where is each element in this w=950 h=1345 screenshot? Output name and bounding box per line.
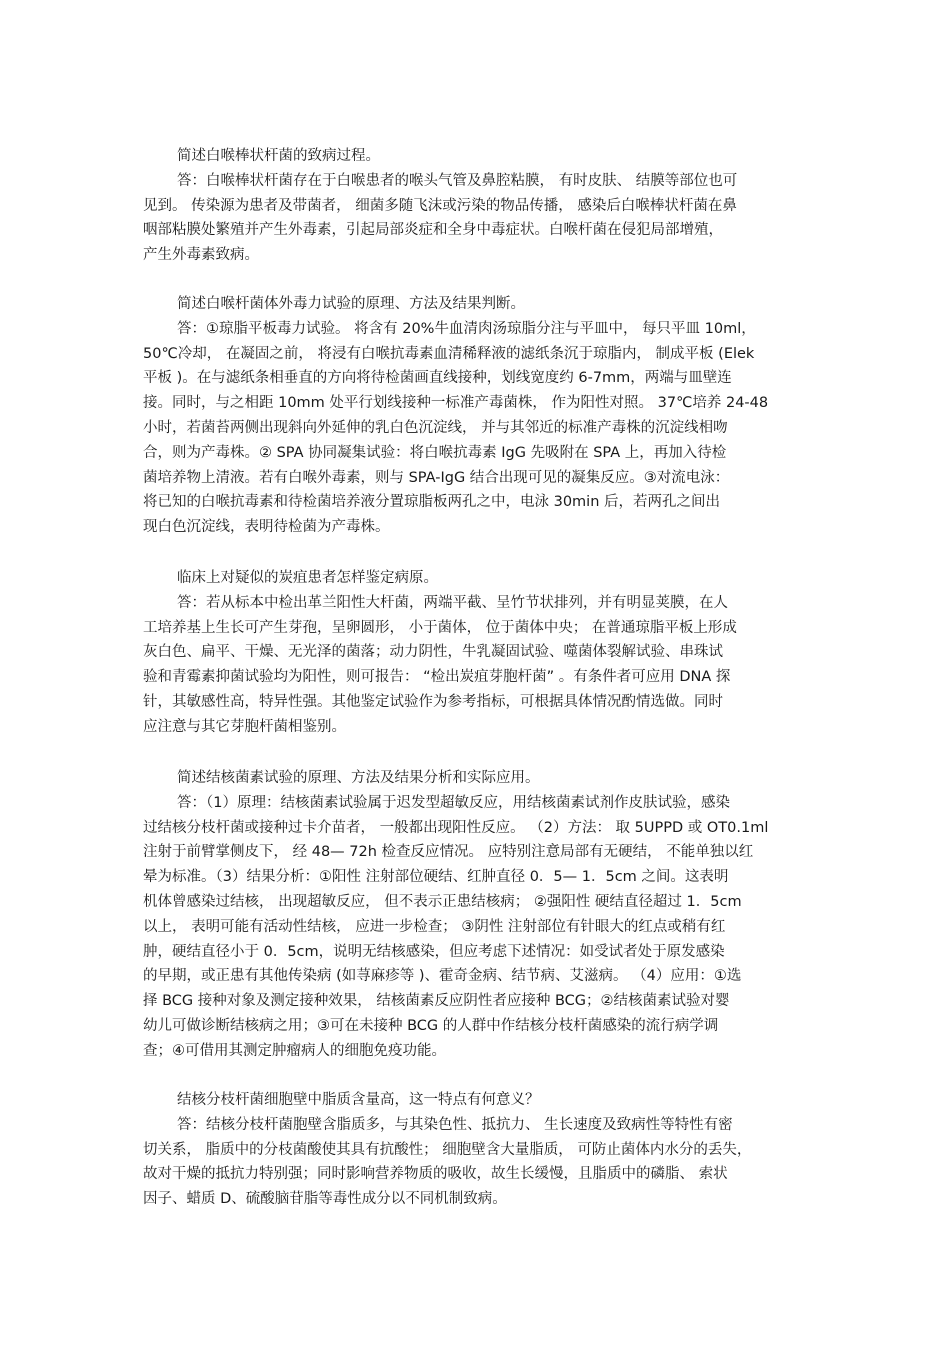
answer-line: 咽部粘膜处繁殖并产生外毒素，引起局部炎症和全身中毒症状。白喉杆菌在侵犯局部增殖， [143, 222, 723, 239]
answer-line: 产生外毒素致病。 [143, 247, 259, 264]
answer-line: 肿，硬结直径小于 0．5cm，说明无结核感染，但应考虑下述情况：如受试者处于原发感染 [143, 943, 725, 960]
answer-line: 验和青霉素抑菌试验均为阳性，则可报告： “检出炭疽芽胞杆菌” 。有条件者可应用 DNA 探 [143, 669, 731, 686]
answer-line: 工培养基上生长可产生芽孢，呈卵圆形， 小于菌体， 位于菌体中央； 在普通琼脂平板上形成 [143, 619, 737, 636]
answer-line: 故对干燥的抵抗力特别强；同时影响营养物质的吸收，故生长缓慢，且脂质中的磷脂、 索状 [143, 1166, 728, 1183]
answer-line: 晕为标准。（3）结果分析：①阳性 注射部位硬结、红肿直径 0．5— 1．5cm 之间。这表明 [143, 869, 729, 886]
answer-line: 因子、蜡质 D、硫酸脑苷脂等毒性成分以不同机制致病。 [143, 1191, 507, 1208]
section-2 [143, 292, 823, 540]
answer-line: 机体曾感染过结核， 出现超敏反应， 但不表示正患结核病； ②强阳性 硬结直径超过 1．5cm [143, 893, 742, 910]
answer-line: 答：（1）原理：结核菌素试验属于迟发型超敏反应，用结核菌素试剂作皮肤试验，感染 [177, 794, 730, 811]
answer-line: 的早期，或正患有其他传染病 (如荨麻疹等 )、霍奇金病、结节病、艾滋病。 （4）应用：①选 [143, 968, 742, 985]
section-3 [143, 566, 823, 740]
answer-line: 将已知的白喉抗毒素和待检菌培养液分置琼脂板两孔之中，电泳 30min 后，若两孔之间出 [143, 494, 721, 511]
answer-line: 菌培养物上清液。若有白喉外毒素，则与 SPA-IgG 结合出现可见的凝集反应。③对流电泳： [143, 469, 730, 486]
answer-line: 见到。 传染源为患者及带菌者， 细菌多随飞沫或污染的物品传播， 感染后白喉棒状杆菌在鼻 [143, 197, 737, 214]
answer-line: 择 BCG 接种对象及测定接种效果， 结核菌素反应阴性者应接种 BCG；②结核菌素试验对婴 [143, 993, 730, 1010]
answer-line: 小时，若菌苔两侧出现斜向外延伸的乳白色沉淀线， 并与其邻近的标准产毒株的沉淀线相吻 [143, 419, 728, 436]
answer-line: 现白色沉淀线，表明待检菌为产毒株。 [143, 519, 390, 536]
section-1 [143, 144, 823, 268]
answer-line: 50℃冷却， 在凝固之前， 将浸有白喉抗毒素血清稀释液的滤纸条沉于琼脂内， 制成平板 (Elek [143, 345, 755, 362]
answer-line: 合，则为产毒株。② SPA 协同凝集试验：将白喉抗毒素 IgG 先吸附在 SPA 上，再加入待检 [143, 444, 727, 461]
answer-line: 灰白色、扁平、干燥、无光泽的菌落；动力阴性，牛乳凝固试验、噬菌体裂解试验、串珠试 [143, 644, 723, 661]
answer-line: 针，其敏感性高，特异性强。其他鉴定试验作为参考指标，可根据具体情况酌情选做。同时 [143, 693, 723, 710]
question-title: 简述白喉棒状杆菌的致病过程。 [177, 148, 380, 164]
answer-line: 幼儿可做诊断结核病之用；③可在未接种 BCG 的人群中作结核分枝杆菌感染的流行病学调 [143, 1017, 719, 1034]
answer-line: 答：若从标本中检出革兰阳性大杆菌，两端平截、呈竹节状排列，并有明显荚膜，在人 [177, 594, 728, 611]
answer-line: 接。同时，与之相距 10mm 处平行划线接种一标准产毒菌株， 作为阳性对照。 37℃培养 24-48 [143, 395, 769, 412]
answer-line: 查；④可借用其测定肿瘤病人的细胞免疫功能。 [143, 1042, 446, 1059]
question-title: 简述白喉杆菌体外毒力试验的原理、方法及结果判断。 [177, 296, 525, 312]
answer-line: 答：结核分枝杆菌胞壁含脂质多，与其染色性、抵抗力、 生长速度及致病性等特性有密 [177, 1116, 733, 1133]
answer-line: 平板 )。在与滤纸条相垂直的方向将待检菌画直线接种，划线宽度约 6-7mm，两端与皿壁连 [143, 370, 732, 387]
answer-line: 答：①琼脂平板毒力试验。 将含有 20%牛血清肉汤琼脂分注与平皿中， 每只平皿 10ml， [177, 320, 756, 337]
question-title: 结核分枝杆菌细胞壁中脂质含量高，这一特点有何意义？ [177, 1092, 540, 1108]
answer-line: 切关系， 脂质中的分枝菌酸使其具有抗酸性； 细胞壁含大量脂质， 可防止菌体内水分的丢失， [143, 1141, 752, 1158]
answer-line: 以上， 表明可能有活动性结核， 应进一步检查； ③阴性 注射部位有针眼大的红点或稍有红 [143, 918, 726, 935]
answer-line: 答：白喉棒状杆菌存在于白喉患者的喉头气管及鼻腔粘膜， 有时皮肤、 结膜等部位也可 [177, 172, 738, 189]
question-title: 简述结核菌素试验的原理、方法及结果分析和实际应用。 [177, 770, 540, 786]
answer-line: 过结核分枝杆菌或接种过卡介苗者， 一般都出现阳性反应。 （2）方法： 取 5UPPD 或 OT0.1ml [143, 819, 769, 836]
section-5 [143, 1088, 823, 1212]
question-title: 临床上对疑似的炭疽患者怎样鉴定病原。 [177, 570, 438, 586]
answer-line: 应注意与其它芽胞杆菌相鉴别。 [143, 718, 346, 735]
answer-line: 注射于前臂掌侧皮下， 经 48— 72h 检查反应情况。 应特别注意局部有无硬结， 不能单独以红 [143, 844, 754, 861]
section-4 [143, 766, 823, 1064]
